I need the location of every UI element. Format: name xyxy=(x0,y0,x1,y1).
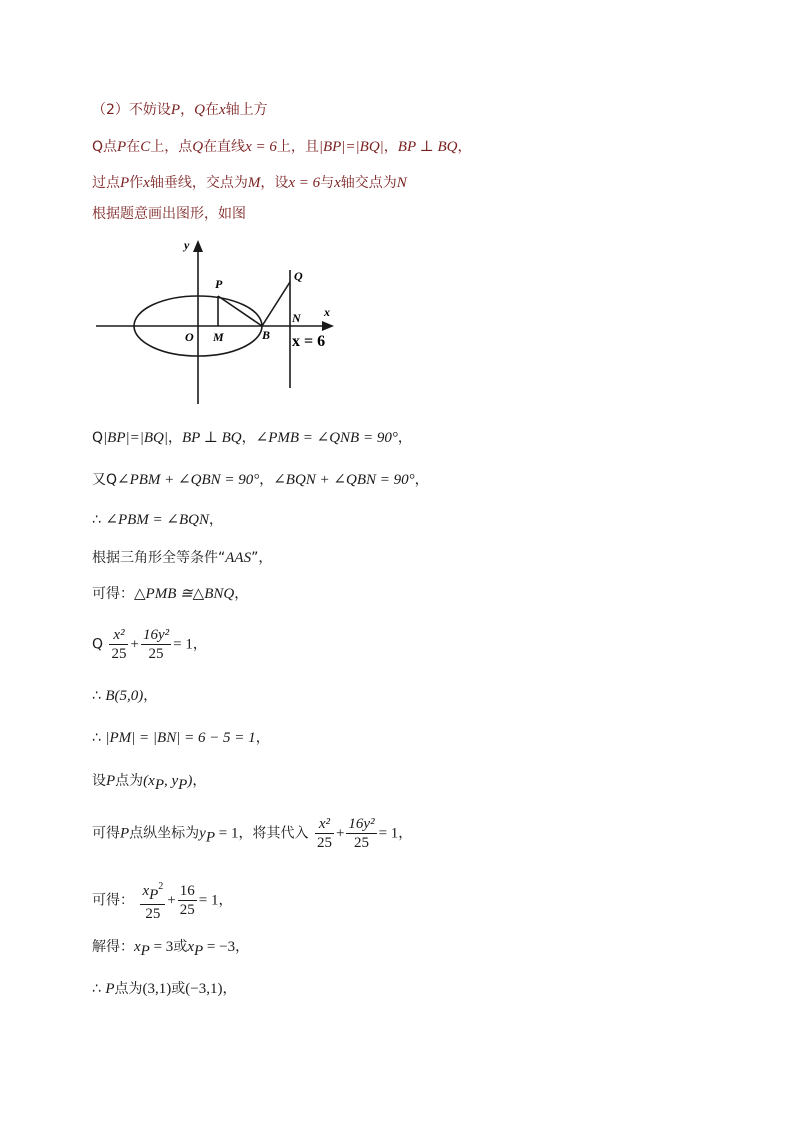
label-y: y xyxy=(184,238,190,252)
fraction xyxy=(346,815,376,852)
ellipse-diagram xyxy=(92,236,352,408)
text: 或 xyxy=(171,981,186,997)
superscript: 2 xyxy=(158,881,164,892)
text: ， xyxy=(180,102,195,118)
var-x: x xyxy=(187,939,194,955)
equation: ∠BQN + ∠QBN = 90° xyxy=(273,472,415,488)
text: ， xyxy=(143,688,158,704)
line-1 xyxy=(92,100,268,120)
text: ， xyxy=(397,430,412,446)
equation: |BP|=|BQ| xyxy=(318,139,384,155)
text: 与 xyxy=(320,175,335,191)
equation: BP ⊥ BQ xyxy=(181,430,242,446)
text: ， xyxy=(255,730,270,746)
equation: (3,1) xyxy=(142,981,172,997)
text: Q xyxy=(92,636,104,653)
subscript: P xyxy=(154,776,164,793)
line-12 xyxy=(92,728,270,748)
text: 上，且 xyxy=(276,139,319,155)
var-N: N xyxy=(396,175,407,191)
text: ∴ xyxy=(92,981,101,997)
equation: x = 6 xyxy=(245,139,277,155)
numerator: 16 xyxy=(179,883,195,899)
equation: = 1 xyxy=(198,892,219,909)
text: ， xyxy=(192,636,207,653)
text: 可得 xyxy=(92,825,120,842)
denominator: 25 xyxy=(179,902,195,918)
text: 设 xyxy=(92,773,106,789)
equation: ∠PBM + ∠QBN = 90° xyxy=(117,472,260,488)
text: ， xyxy=(398,825,413,842)
line-13 xyxy=(92,771,206,795)
text: 轴垂线，交点为 xyxy=(149,175,248,191)
numerator: 16y² xyxy=(142,627,170,643)
text: ， xyxy=(218,892,233,909)
text: ， xyxy=(234,586,249,602)
text: 可得： xyxy=(92,586,134,602)
denominator: 25 xyxy=(148,646,164,662)
subscript: P xyxy=(193,942,204,959)
fraction xyxy=(178,882,197,919)
segment-PB xyxy=(218,296,262,326)
operator: + xyxy=(335,825,345,842)
equation: = 1 xyxy=(173,636,193,653)
label-M: M xyxy=(213,330,224,344)
text: ， xyxy=(222,981,237,997)
text: ， xyxy=(167,430,182,446)
text: ， xyxy=(192,773,207,789)
label-P: P xyxy=(215,277,223,291)
fraction xyxy=(140,878,165,923)
line-5 xyxy=(92,428,412,448)
label-line: x = 6 xyxy=(292,333,326,350)
var-C: C xyxy=(140,139,151,155)
text: ， xyxy=(208,512,223,528)
denominator: 25 xyxy=(111,646,127,662)
text: Q点 xyxy=(92,139,118,155)
equation: ∠PMB = ∠QNB = 90° xyxy=(255,430,398,446)
text: 轴上方 xyxy=(225,102,268,118)
equation: B(5,0) xyxy=(105,688,144,704)
equation: △PMB ≅△BNQ xyxy=(134,586,235,602)
text: ， xyxy=(241,430,256,446)
label-Q: Q xyxy=(294,269,303,283)
var-Q: Q xyxy=(192,139,204,155)
var-M: M xyxy=(247,175,261,191)
label-N: N xyxy=(292,311,301,325)
text: 点为 xyxy=(114,981,143,997)
term-aas: AAS xyxy=(225,550,252,566)
x-axis-arrow xyxy=(322,321,334,331)
denominator: 25 xyxy=(316,835,332,851)
label-O: O xyxy=(185,330,194,344)
fraction xyxy=(109,626,128,663)
fraction xyxy=(315,815,334,852)
text: 又Q xyxy=(92,472,118,488)
text: Q xyxy=(92,430,104,446)
text: 根据题意画出图形，如图 xyxy=(92,206,246,222)
text: ， xyxy=(235,939,250,955)
line-10 xyxy=(92,626,207,663)
text: ，设 xyxy=(260,175,289,191)
text: 根据三角形全等条件“ xyxy=(92,550,226,566)
var-y: y xyxy=(199,825,206,842)
label-B: B xyxy=(262,328,271,342)
text: 点纵坐标为 xyxy=(129,825,200,842)
y-axis-arrow xyxy=(193,240,203,252)
equation: |BP|=|BQ| xyxy=(103,430,168,446)
label-x: x xyxy=(324,305,330,319)
denominator: 25 xyxy=(145,906,161,922)
line-17 xyxy=(92,979,237,999)
numerator: 16y² xyxy=(348,816,375,832)
equation: ∠PBM = ∠BQN xyxy=(105,512,209,528)
fraction xyxy=(141,626,171,663)
numerator: x² xyxy=(109,626,128,645)
text: ， xyxy=(259,472,274,488)
text: ∴ xyxy=(92,512,101,528)
text: 解得： xyxy=(92,939,134,955)
text: 过点 xyxy=(92,175,120,191)
text: ， xyxy=(383,139,398,155)
text: 轴交点为 xyxy=(340,175,397,191)
text: 点为 xyxy=(115,773,144,789)
var-P: P xyxy=(120,175,130,191)
equation: BP ⊥ BQ xyxy=(397,139,458,155)
var-x: x xyxy=(134,939,141,955)
text: 在直线 xyxy=(203,139,246,155)
var-P: P xyxy=(105,981,115,997)
subscript: P xyxy=(140,942,150,959)
var-P: P xyxy=(170,102,181,118)
subscript: P xyxy=(149,887,159,903)
line-6 xyxy=(92,470,429,490)
line-4 xyxy=(92,204,246,224)
numerator: x² xyxy=(315,815,334,834)
var-P: P xyxy=(106,773,116,789)
line-14 xyxy=(92,815,412,852)
var-x: x xyxy=(218,102,226,118)
equation: ) xyxy=(187,773,193,789)
text: 上，点 xyxy=(150,139,193,155)
line-2 xyxy=(92,137,471,157)
equation: = 1 xyxy=(215,825,239,842)
var-Q: Q xyxy=(194,102,205,118)
line-8 xyxy=(92,548,272,568)
equation: = 3 xyxy=(149,939,174,955)
var-x: x xyxy=(143,175,150,191)
text: 在 xyxy=(204,102,219,118)
text: ∴ xyxy=(92,688,101,704)
denominator: 25 xyxy=(353,835,369,851)
text: 作 xyxy=(129,175,144,191)
text: （2）不妨设 xyxy=(92,102,171,118)
text: 在 xyxy=(126,139,141,155)
operator: + xyxy=(130,636,139,653)
equation: (−3,1) xyxy=(185,981,223,997)
equation: , y xyxy=(164,773,179,789)
line-7 xyxy=(92,510,223,530)
text: ”， xyxy=(251,550,273,566)
subscript: P xyxy=(205,829,216,846)
equation: = −3 xyxy=(203,939,236,955)
line-11 xyxy=(92,686,157,706)
text: ， xyxy=(457,139,472,155)
text: 或 xyxy=(173,939,188,955)
equation: = 1 xyxy=(378,825,399,842)
line-3 xyxy=(92,173,407,193)
text: 可得： xyxy=(92,892,134,909)
equation: x = 6 xyxy=(288,175,321,191)
var-P: P xyxy=(117,139,127,155)
segment-BQ xyxy=(262,282,290,326)
line-15 xyxy=(92,878,232,923)
subscript: P xyxy=(178,776,188,793)
numerator xyxy=(140,878,165,905)
equation: (x xyxy=(143,773,155,789)
equation: |PM| = |BN| = 6 − 5 = 1 xyxy=(105,730,256,746)
var-P: P xyxy=(120,825,130,842)
text: ∴ xyxy=(92,730,101,746)
line-16 xyxy=(92,937,249,961)
var-x: x xyxy=(334,175,341,191)
line-9 xyxy=(92,584,248,604)
text: ， xyxy=(414,472,429,488)
operator: + xyxy=(167,892,176,909)
var-x: x xyxy=(142,883,150,899)
text: ，将其代入 xyxy=(238,825,309,842)
